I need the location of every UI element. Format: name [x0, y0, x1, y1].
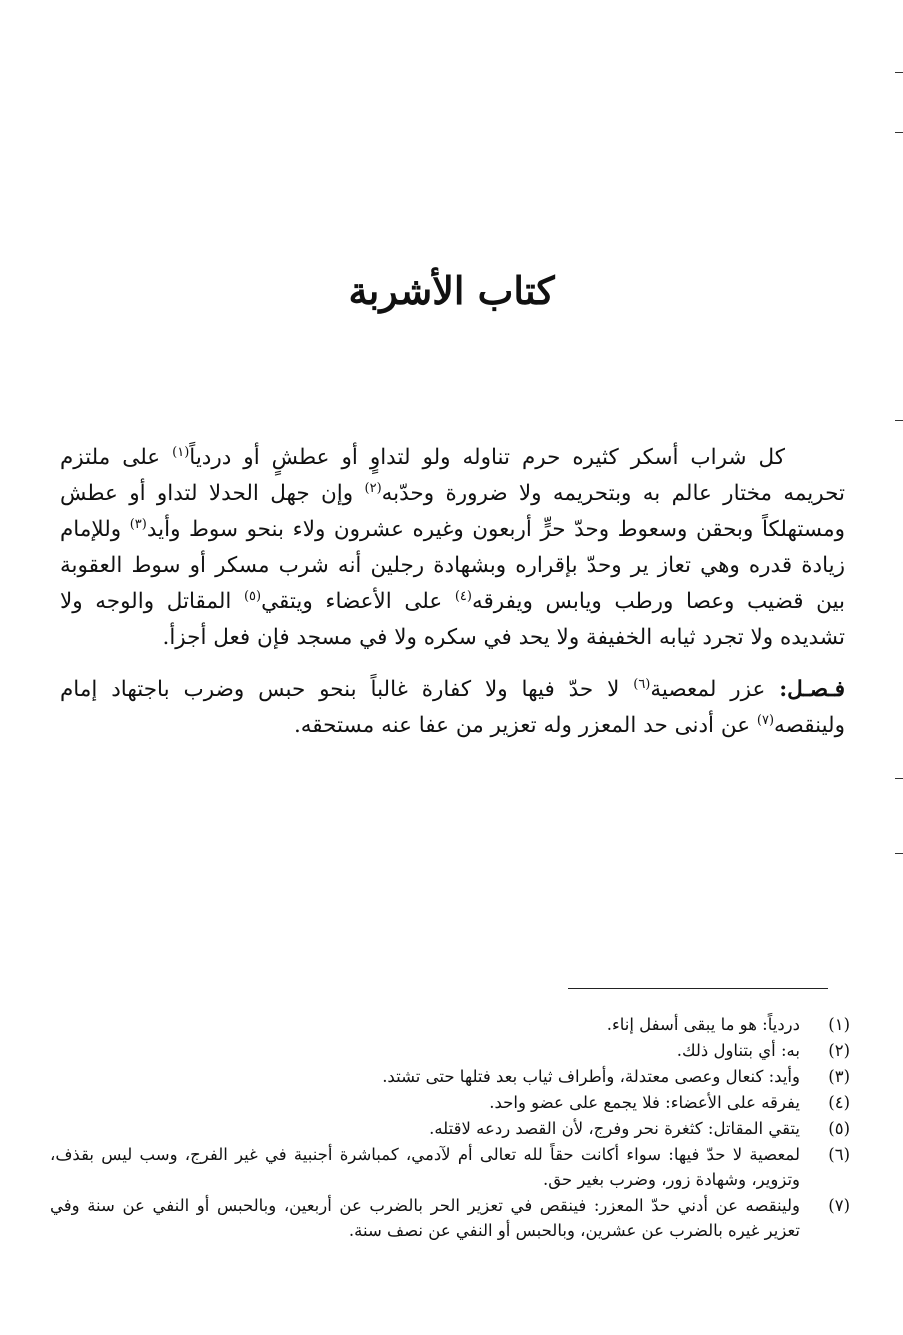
- footnote-text: دردياً: هو ما يبقى أسفل إناء.: [606, 1015, 800, 1034]
- footnote-number: (٤): [828, 1093, 850, 1112]
- margin-mark: [895, 778, 903, 779]
- footnote-ref: (٥): [243, 588, 262, 604]
- footnote-text: يتقي المقاتل: كثغرة نحر وفرج، لأن القصد ردعه لاقتله.: [429, 1119, 800, 1138]
- fasl-heading: فـصـل:: [779, 677, 845, 702]
- footnote-text: وأيد: كنعال وعصى معتدلة، وأطراف ثياب بعد فتلها حتى تشتد.: [382, 1067, 800, 1086]
- paragraph-main: [60, 440, 845, 656]
- text-run: وإن جهل الحدلا لتداو أو عطش ومستهلكاً وبحقن وسعوط وحدّ حرٍّ أربعون وغيره عشرون ولاء بنحو سوط وأيد: [60, 481, 845, 542]
- footnote-ref: (٢): [364, 480, 382, 496]
- footnotes: [50, 1012, 850, 1244]
- footnote-number: (٦): [828, 1145, 850, 1164]
- footnote-ref: (٤): [454, 588, 472, 604]
- footnote-item: [50, 1142, 850, 1192]
- footnote-item: [50, 1012, 850, 1037]
- footnote-ref: (٦): [633, 676, 651, 692]
- text-run: المقاتل والوجه ولا تشديده ولا تجرد ثيابه الخفيفة ولا يحد في سكره ولا في مسجد فإن فعل أجزأ.: [60, 589, 845, 650]
- margin-mark: [895, 72, 903, 73]
- text-run: لا حدّ فيها ولا كفارة غالباً بنحو حبس وضرب باجتهاد إمام ولينقصه: [60, 677, 845, 738]
- margin-mark: [895, 420, 903, 421]
- footnote-item: [50, 1193, 850, 1243]
- footnote-item: [50, 1090, 850, 1115]
- chapter-title: كتاب الأشربة: [348, 268, 555, 313]
- footnote-number: (١): [828, 1015, 850, 1034]
- margin-mark: [895, 132, 903, 133]
- footnote-separator: [568, 988, 828, 989]
- footnote-ref: (٣): [129, 516, 147, 532]
- footnote-item: [50, 1064, 850, 1089]
- text-run: عزر لمعصية: [650, 677, 780, 702]
- footnote-item: [50, 1038, 850, 1063]
- footnote-number: (٥): [828, 1119, 850, 1138]
- footnote-text: لمعصية لا حدّ فيها: سواء أكانت حقاً لله تعالى أم لآدمي، كمباشرة أجنبية في غير الفرج، وسب ليس بقذف، وتزوير، وشهادة زور، وضرب بغير حق.: [50, 1145, 800, 1189]
- footnote-text: ولينقصه عن أدني حدّ المعزر: فينقص في تعزير الحر بالضرب عن أربعين، وبالحبس أو النفي عن سنة وفي تعزير غيره بالضرب عن عشرين، وبالحبس أو النفي عن نصف سنة.: [50, 1196, 800, 1240]
- footnote-text: يفرقه على الأعضاء: فلا يجمع على عضو واحد.: [489, 1093, 800, 1112]
- margin-mark: [895, 853, 903, 854]
- footnote-number: (٧): [828, 1196, 850, 1215]
- paragraph-fasl: [60, 672, 845, 744]
- text-run: عن أدنى حد المعزر وله تعزير من عفا عنه مستحقه.: [293, 713, 757, 738]
- text-run: على ملتزم تحريمه مختار عالم به وبتحريمه ولا ضرورة وحدّبه: [60, 445, 846, 506]
- main-text: [60, 440, 845, 744]
- footnote-number: (٣): [828, 1067, 850, 1086]
- footnote-item: [50, 1116, 850, 1141]
- footnote-ref: (١): [172, 444, 190, 460]
- text-run: كل شراب أسكر كثيره حرم تناوله ولو لتداوٍ أو عطشٍ أو دردياً: [189, 445, 785, 470]
- footnote-ref: (٧): [756, 712, 775, 728]
- footnote-number: (٢): [828, 1041, 850, 1060]
- text-run: على الأعضاء ويتقي: [261, 589, 455, 614]
- footnote-text: به: أي بتناول ذلك.: [676, 1041, 800, 1060]
- text-run: وللإمام زيادة قدره وهي تعاز ير وحدّ بإقراره وبشهادة رجلين أنه شرب مسكر أو سوط العقوبة بين قضيب وعصا ورطب ويابس ويفرقه: [60, 517, 846, 614]
